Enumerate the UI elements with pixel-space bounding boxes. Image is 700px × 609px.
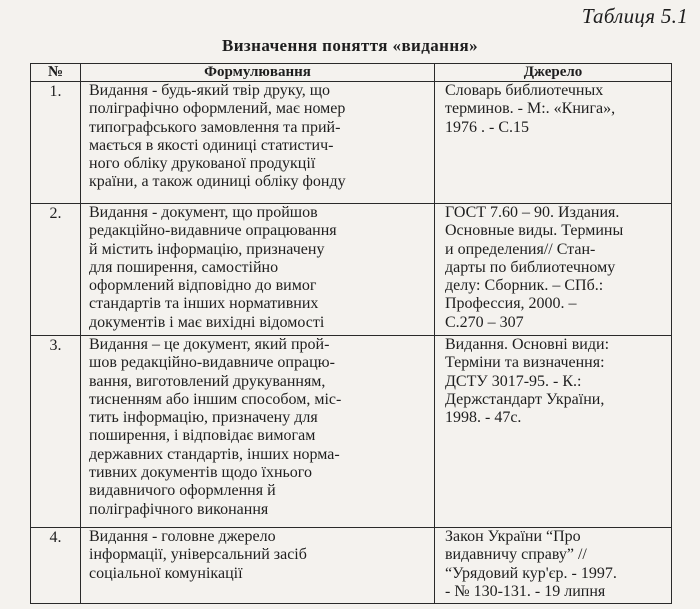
table-row (31, 336, 672, 528)
formulation-line: шов редакційно-видавниче опрацю- (89, 354, 335, 372)
formulation-line: стандартів та інших нормативних (89, 295, 319, 313)
formulation-line: поліграфічного виконання (89, 500, 269, 518)
table-header-row (31, 64, 672, 82)
formulation-line: редакційно-видавниче опрацювання (89, 222, 337, 240)
formulation-line: інформації, універсальний засіб (89, 546, 307, 564)
source-line: 1998. - 47с. (445, 409, 522, 427)
source-line: Видання. Основні види: (445, 336, 610, 353)
formulation-line: оформлений відповідно до вимог (89, 277, 317, 295)
table-row (31, 528, 672, 604)
row-formulation (81, 528, 435, 604)
row-source (435, 204, 672, 336)
formulation-line: державних стандартів, інших норма- (89, 445, 340, 463)
formulation-line: мається в якості одиниці статистич- (89, 136, 334, 154)
source-line: ГОСТ 7.60 – 90. Издания. (445, 204, 620, 221)
formulation-line: тить інформацію, призначену для (89, 409, 318, 427)
source-line: и определения// Стан- (445, 240, 596, 258)
source-line: видавничу справу” // (445, 546, 587, 564)
formulation-line: й містить інформацію, призначену (89, 240, 325, 258)
formulation-line: країни, а також одиниці обліку фонду (89, 173, 346, 191)
formulation-line: видавничого оформлення й (89, 482, 276, 500)
row-formulation (81, 204, 435, 336)
source-line: Терміни та визначення: (445, 354, 605, 372)
formulation-line: поліграфічно оформлений, має номер (89, 100, 346, 118)
row-number: 2. (31, 204, 81, 336)
source-line: Основные виды. Термины (445, 222, 624, 240)
formulation-line: Видання - будь-який твір друку, що (89, 82, 331, 99)
formulation-line: типографського замовлення та прий- (89, 118, 341, 136)
source-line: С.270 – 307 (445, 313, 524, 331)
formulation-line: тисненням або іншим способом, міс- (89, 390, 342, 408)
row-number: 1. (31, 82, 81, 204)
source-line: - № 130-131. - 19 липня (445, 582, 606, 600)
table-row (31, 82, 672, 204)
source-line: Професcия, 2000. – (445, 295, 577, 313)
header-num: № (31, 64, 81, 82)
formulation-line: соціальної комунікації (89, 564, 243, 582)
source-line: ДСТУ 3017-95. - К.: (445, 372, 582, 390)
source-line: делу: Сборник. – СПб.: (445, 277, 604, 295)
row-source (435, 528, 672, 604)
source-line: “Урядовий кур'єр. - 1997. (445, 564, 617, 582)
formulation-line: вання, виготовлений друкуванням, (89, 372, 326, 390)
formulation-line: тивних документів щодо їхнього (89, 464, 312, 482)
source-line: Держстандарт України, (445, 390, 605, 408)
definitions-table (30, 63, 672, 604)
table-number: Таблиця 5.1 (581, 4, 688, 28)
row-formulation (81, 336, 435, 528)
formulation-line: Видання – це документ, який прой- (89, 336, 330, 353)
header-formulation: Формулювання (81, 64, 435, 82)
source-line: Закон України “Про (445, 528, 581, 545)
formulation-line: Видання - головне джерело (89, 528, 276, 545)
table-title: Визначення поняття «видання» (221, 36, 479, 55)
source-line: Словарь библиотечных (445, 82, 604, 99)
header-source: Джерело (435, 64, 672, 82)
source-line: 1976 . - С.15 (445, 118, 529, 136)
row-source (435, 336, 672, 528)
formulation-line: документів і має вихідні відомості (89, 313, 325, 331)
row-number: 3. (31, 336, 81, 528)
row-source (435, 82, 672, 204)
row-formulation (81, 82, 435, 204)
formulation-line: для поширення, самостійно (89, 258, 279, 276)
row-number: 4. (31, 528, 81, 604)
source-line: терминов. - М:. «Книга», (445, 100, 616, 118)
formulation-line: ного обліку друкованої продукції (89, 155, 316, 173)
formulation-line: поширення, і відповідає вимогам (89, 427, 316, 445)
source-line: дарты по библиотечному (445, 258, 616, 276)
formulation-line: Видання - документ, що пройшов (89, 204, 318, 221)
table-row (31, 204, 672, 336)
